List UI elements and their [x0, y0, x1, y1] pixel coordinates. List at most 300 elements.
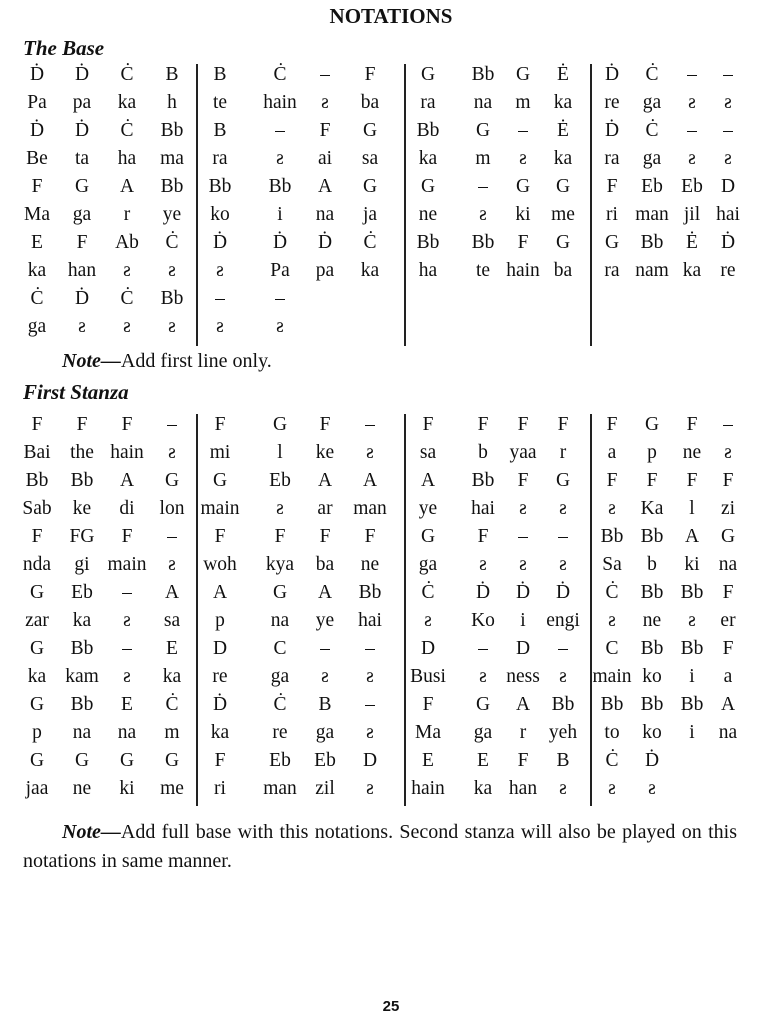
note-cell: Ḋ: [604, 120, 620, 141]
lyric-cell: Busi: [410, 666, 446, 687]
note-cell: Bb: [70, 638, 94, 659]
note-cell: Ċ: [645, 120, 659, 141]
lyric-cell: ƨ: [724, 148, 732, 169]
lyric-cell: hain: [506, 260, 540, 281]
note-cell: Bb: [471, 64, 495, 85]
note-cell: Bb: [471, 232, 495, 253]
lyric-cell: ko: [642, 722, 662, 743]
note-full-base: [23, 818, 737, 876]
note-cell: F: [517, 750, 529, 771]
note-cell: Ċ: [120, 288, 134, 309]
note-cell: F: [422, 694, 434, 715]
note-cell: Bb: [680, 638, 704, 659]
note-cell: –: [365, 694, 375, 715]
lyric-cell: na: [315, 204, 335, 225]
lyric-cell: a: [723, 666, 733, 687]
lyric-cell: ness: [506, 666, 540, 687]
note-cell: Ḋ: [555, 582, 571, 603]
lyric-cell: ba: [553, 260, 573, 281]
lyric-cell: han: [508, 778, 538, 799]
note-cell: G: [272, 414, 288, 435]
note-cell: G: [644, 414, 660, 435]
lyric-cell: ki: [684, 554, 700, 575]
lyric-cell: ka: [162, 666, 182, 687]
note-cell: G: [515, 64, 531, 85]
lyric-cell: ne: [360, 554, 380, 575]
lyric-cell: zil: [315, 778, 335, 799]
lyric-cell: sa: [419, 442, 437, 463]
note-cell: F: [686, 470, 698, 491]
lyric-cell: b: [478, 442, 488, 463]
lyric-cell: r: [559, 442, 567, 463]
note-cell: Eb: [314, 750, 336, 771]
note-cell: Eb: [269, 470, 291, 491]
note-cell: G: [420, 526, 436, 547]
lyric-cell: main: [107, 554, 147, 575]
note-cell: G: [515, 176, 531, 197]
lyric-cell: b: [647, 554, 657, 575]
lyric-cell: ƨ: [366, 778, 374, 799]
lyric-cell: jaa: [25, 778, 49, 799]
lyric-cell: ƨ: [479, 666, 487, 687]
note-cell: G: [420, 64, 436, 85]
note-cell: –: [122, 582, 132, 603]
stanza-notation-table: [0, 414, 782, 806]
lyric-cell: ba: [360, 92, 380, 113]
lyric-cell: ƨ: [276, 316, 284, 337]
note-cell: –: [365, 414, 375, 435]
lyric-cell: ƨ: [479, 204, 487, 225]
note-cell: –: [518, 526, 528, 547]
lyric-cell: ko: [642, 666, 662, 687]
note-cell: –: [320, 64, 330, 85]
lyric-cell: ki: [119, 778, 135, 799]
note-cell: Ė: [686, 232, 698, 253]
note-cell: E: [166, 638, 178, 659]
note-cell: Bb: [600, 526, 624, 547]
note-cell: Ḋ: [475, 582, 491, 603]
note-cell: B: [318, 694, 332, 715]
note-cell: Ab: [115, 232, 139, 253]
base-heading: The Base: [23, 36, 105, 60]
lyric-cell: ka: [473, 778, 493, 799]
note-first-line: [62, 347, 272, 376]
lyric-cell: ka: [72, 610, 92, 631]
lyric-cell: ga: [270, 666, 290, 687]
note-cell: Ċ: [605, 750, 619, 771]
note-cell: G: [604, 232, 620, 253]
note-cell: E: [31, 232, 43, 253]
note-cell: A: [684, 526, 700, 547]
note-cell: B: [213, 64, 227, 85]
note-cell: G: [119, 750, 135, 771]
lyric-cell: ne: [642, 610, 662, 631]
lyric-cell: han: [67, 260, 97, 281]
note-cell: Ḋ: [74, 120, 90, 141]
lyric-cell: Ko: [471, 610, 495, 631]
note-cell: A: [720, 694, 736, 715]
lyric-cell: ƨ: [276, 498, 284, 519]
lyric-cell: main: [592, 666, 632, 687]
note-cell: A: [317, 470, 333, 491]
lyric-cell: m: [475, 148, 491, 169]
lyric-cell: p: [647, 442, 657, 463]
lyric-cell: i: [689, 666, 695, 687]
lyric-cell: ƨ: [608, 610, 616, 631]
note-cell: G: [74, 176, 90, 197]
lyric-cell: ƨ: [168, 554, 176, 575]
lyric-cell: ƨ: [366, 442, 374, 463]
note-cell: F: [722, 582, 734, 603]
note-cell: A: [212, 582, 228, 603]
note-cell: Ḋ: [74, 288, 90, 309]
note-cell: Bb: [358, 582, 382, 603]
note-cell: Bb: [25, 470, 49, 491]
note-cell: Bb: [268, 176, 292, 197]
lyric-cell: ye: [162, 204, 182, 225]
lyric-cell: jil: [683, 204, 701, 225]
note-cell: Ḋ: [74, 64, 90, 85]
note-label: Note—: [62, 350, 121, 372]
note-cell: G: [29, 694, 45, 715]
note-cell: G: [29, 638, 45, 659]
note-text: Add full base with this notations. Second stanza will also be played on this notations in same manner.: [23, 821, 737, 872]
lyric-cell: na: [718, 554, 738, 575]
note-cell: G: [164, 750, 180, 771]
lyric-cell: ka: [27, 666, 47, 687]
note-cell: Bb: [551, 694, 575, 715]
note-cell: Ḋ: [720, 232, 736, 253]
note-cell: Bb: [640, 582, 664, 603]
lyric-cell: ƨ: [479, 554, 487, 575]
lyric-cell: ne: [72, 778, 92, 799]
note-cell: G: [420, 176, 436, 197]
note-cell: Bb: [471, 470, 495, 491]
lyric-cell: ka: [418, 148, 438, 169]
note-cell: –: [558, 526, 568, 547]
lyric-cell: pa: [315, 260, 335, 281]
note-cell: Bb: [680, 694, 704, 715]
note-cell: F: [31, 526, 43, 547]
note-cell: –: [167, 526, 177, 547]
lyric-cell: ƨ: [688, 148, 696, 169]
lyric-cell: ƨ: [724, 442, 732, 463]
note-cell: –: [723, 120, 733, 141]
lyric-cell: woh: [203, 554, 237, 575]
note-cell: A: [317, 176, 333, 197]
lyric-cell: ga: [473, 722, 493, 743]
note-cell: G: [475, 694, 491, 715]
note-cell: Bb: [416, 232, 440, 253]
note-cell: Bb: [680, 582, 704, 603]
note-cell: –: [365, 638, 375, 659]
note-cell: F: [722, 638, 734, 659]
note-cell: F: [477, 526, 489, 547]
lyric-cell: ki: [515, 204, 531, 225]
lyric-cell: ka: [553, 148, 573, 169]
note-cell: –: [723, 64, 733, 85]
lyric-cell: ye: [418, 498, 438, 519]
lyric-cell: ƨ: [123, 316, 131, 337]
lyric-cell: na: [117, 722, 137, 743]
note-cell: D: [420, 638, 436, 659]
bar-line: [196, 414, 198, 806]
lyric-cell: engi: [546, 610, 580, 631]
note-cell: F: [76, 414, 88, 435]
note-cell: Ċ: [120, 64, 134, 85]
note-cell: Eb: [71, 582, 93, 603]
lyric-cell: ga: [418, 554, 438, 575]
bar-line: [196, 64, 198, 346]
note-cell: Bb: [160, 120, 184, 141]
note-cell: Bb: [640, 638, 664, 659]
note-cell: Ḋ: [272, 232, 288, 253]
lyric-cell: ƨ: [78, 316, 86, 337]
note-cell: Ḋ: [29, 120, 45, 141]
note-cell: Ċ: [605, 582, 619, 603]
lyric-cell: ga: [642, 92, 662, 113]
note-cell: Ḋ: [515, 582, 531, 603]
lyric-cell: Pa: [27, 92, 47, 113]
lyric-cell: p: [215, 610, 225, 631]
note-cell: G: [362, 120, 378, 141]
lyric-cell: ne: [418, 204, 438, 225]
note-cell: Ċ: [363, 232, 377, 253]
note-cell: G: [555, 232, 571, 253]
lyric-cell: Ma: [24, 204, 50, 225]
note-cell: F: [364, 64, 376, 85]
note-cell: F: [319, 414, 331, 435]
note-cell: A: [164, 582, 180, 603]
lyric-cell: ga: [27, 316, 47, 337]
note-cell: Ċ: [273, 64, 287, 85]
note-cell: D: [362, 750, 378, 771]
lyric-cell: lon: [159, 498, 185, 519]
lyric-cell: Ka: [640, 498, 664, 519]
lyric-cell: ke: [315, 442, 335, 463]
lyric-cell: Ma: [415, 722, 441, 743]
note-cell: A: [515, 694, 531, 715]
note-cell: –: [275, 120, 285, 141]
lyric-cell: nda: [22, 554, 52, 575]
note-cell: A: [317, 582, 333, 603]
lyric-cell: na: [718, 722, 738, 743]
lyric-cell: ga: [315, 722, 335, 743]
note-cell: F: [121, 526, 133, 547]
bar-line: [404, 64, 406, 346]
lyric-cell: h: [167, 92, 177, 113]
lyric-cell: kya: [265, 554, 295, 575]
note-cell: G: [29, 750, 45, 771]
bar-line: [590, 64, 592, 346]
lyric-cell: di: [119, 498, 135, 519]
note-cell: F: [686, 414, 698, 435]
lyric-cell: hain: [110, 442, 144, 463]
note-cell: F: [606, 470, 618, 491]
lyric-cell: ƨ: [559, 498, 567, 519]
lyric-cell: ha: [418, 260, 438, 281]
note-cell: F: [606, 176, 618, 197]
lyric-cell: l: [689, 498, 695, 519]
lyric-cell: ta: [74, 148, 90, 169]
lyric-cell: m: [164, 722, 180, 743]
note-cell: Ḋ: [212, 232, 228, 253]
lyric-cell: ƨ: [366, 722, 374, 743]
lyric-cell: ka: [117, 92, 137, 113]
lyric-cell: hai: [716, 204, 740, 225]
lyric-cell: hai: [358, 610, 382, 631]
note-cell: E: [121, 694, 133, 715]
lyric-cell: ga: [72, 204, 92, 225]
lyric-cell: ba: [315, 554, 335, 575]
lyric-cell: man: [353, 498, 387, 519]
lyric-cell: ƨ: [519, 498, 527, 519]
note-cell: D: [720, 176, 736, 197]
lyric-cell: ra: [212, 148, 228, 169]
note-cell: Ḋ: [604, 64, 620, 85]
lyric-cell: i: [277, 204, 283, 225]
note-cell: C: [273, 638, 287, 659]
note-cell: F: [557, 414, 569, 435]
note-cell: A: [362, 470, 378, 491]
lyric-cell: zi: [720, 498, 736, 519]
base-notation-table: [0, 64, 782, 346]
lyric-cell: ƨ: [216, 316, 224, 337]
lyric-cell: ko: [210, 204, 230, 225]
note-cell: A: [420, 470, 436, 491]
note-cell: G: [164, 470, 180, 491]
lyric-cell: ma: [160, 148, 184, 169]
lyric-cell: pa: [72, 92, 92, 113]
lyric-cell: ƨ: [608, 498, 616, 519]
lyric-cell: ƨ: [276, 148, 284, 169]
page-number: 25: [382, 998, 400, 1015]
note-cell: Bb: [640, 694, 664, 715]
lyric-cell: ƨ: [724, 92, 732, 113]
lyric-cell: man: [263, 778, 297, 799]
note-cell: F: [121, 414, 133, 435]
note-cell: A: [119, 470, 135, 491]
lyric-cell: ƨ: [559, 666, 567, 687]
lyric-cell: p: [32, 722, 42, 743]
note-cell: Bb: [600, 694, 624, 715]
lyric-cell: ne: [682, 442, 702, 463]
lyric-cell: te: [475, 260, 491, 281]
note-label: Note—: [62, 821, 121, 843]
lyric-cell: yeh: [548, 722, 578, 743]
lyric-cell: na: [270, 610, 290, 631]
note-cell: D: [515, 638, 531, 659]
note-cell: –: [215, 288, 225, 309]
note-cell: B: [556, 750, 570, 771]
lyric-cell: ƨ: [559, 554, 567, 575]
lyric-cell: nam: [635, 260, 669, 281]
note-cell: F: [319, 120, 331, 141]
lyric-cell: ƨ: [216, 260, 224, 281]
note-cell: G: [212, 470, 228, 491]
lyric-cell: ƨ: [648, 778, 656, 799]
note-cell: F: [214, 526, 226, 547]
note-cell: Ċ: [30, 288, 44, 309]
note-cell: Ė: [557, 120, 569, 141]
lyric-cell: r: [123, 204, 131, 225]
lyric-cell: main: [200, 498, 240, 519]
lyric-cell: Sab: [22, 498, 52, 519]
lyric-cell: ƨ: [688, 610, 696, 631]
note-cell: F: [31, 414, 43, 435]
note-cell: –: [320, 638, 330, 659]
lyric-cell: re: [212, 666, 228, 687]
note-cell: F: [722, 470, 734, 491]
note-cell: –: [478, 176, 488, 197]
note-cell: Bb: [160, 288, 184, 309]
note-cell: F: [214, 414, 226, 435]
lyric-cell: re: [604, 92, 620, 113]
note-cell: G: [29, 582, 45, 603]
note-cell: G: [362, 176, 378, 197]
lyric-cell: to: [604, 722, 620, 743]
lyric-cell: m: [515, 92, 531, 113]
note-cell: F: [76, 232, 88, 253]
note-cell: F: [31, 176, 43, 197]
note-cell: –: [275, 288, 285, 309]
note-cell: D: [212, 638, 228, 659]
lyric-cell: sa: [361, 148, 379, 169]
note-cell: –: [687, 120, 697, 141]
lyric-cell: ƨ: [321, 92, 329, 113]
lyric-cell: Be: [26, 148, 48, 169]
lyric-cell: mi: [209, 442, 231, 463]
lyric-cell: ri: [214, 778, 226, 799]
note-cell: Bb: [70, 694, 94, 715]
note-cell: Ė: [557, 64, 569, 85]
lyric-cell: Bai: [23, 442, 51, 463]
lyric-cell: r: [519, 722, 527, 743]
note-cell: Ḋ: [212, 694, 228, 715]
lyric-cell: ƨ: [123, 260, 131, 281]
note-cell: Bb: [640, 526, 664, 547]
note-cell: F: [214, 750, 226, 771]
note-cell: Eb: [681, 176, 703, 197]
lyric-cell: ƨ: [424, 610, 432, 631]
lyric-cell: hain: [411, 778, 445, 799]
lyric-cell: ƨ: [123, 666, 131, 687]
note-cell: –: [167, 414, 177, 435]
note-cell: Eb: [641, 176, 663, 197]
lyric-cell: ye: [315, 610, 335, 631]
lyric-cell: ƨ: [519, 554, 527, 575]
lyric-cell: gi: [74, 554, 90, 575]
note-cell: F: [477, 414, 489, 435]
lyric-cell: i: [520, 610, 526, 631]
lyric-cell: hai: [471, 498, 495, 519]
lyric-cell: ƨ: [688, 92, 696, 113]
note-cell: G: [720, 526, 736, 547]
note-cell: Bb: [208, 176, 232, 197]
page-title: NOTATIONS: [329, 4, 453, 28]
lyric-cell: hain: [263, 92, 297, 113]
lyric-cell: ƨ: [168, 260, 176, 281]
lyric-cell: na: [473, 92, 493, 113]
lyric-cell: me: [551, 204, 575, 225]
note-cell: Bb: [416, 120, 440, 141]
note-cell: Ḋ: [29, 64, 45, 85]
note-cell: F: [517, 470, 529, 491]
lyric-cell: kam: [65, 666, 99, 687]
note-cell: G: [475, 120, 491, 141]
note-cell: F: [606, 414, 618, 435]
lyric-cell: ƨ: [366, 666, 374, 687]
